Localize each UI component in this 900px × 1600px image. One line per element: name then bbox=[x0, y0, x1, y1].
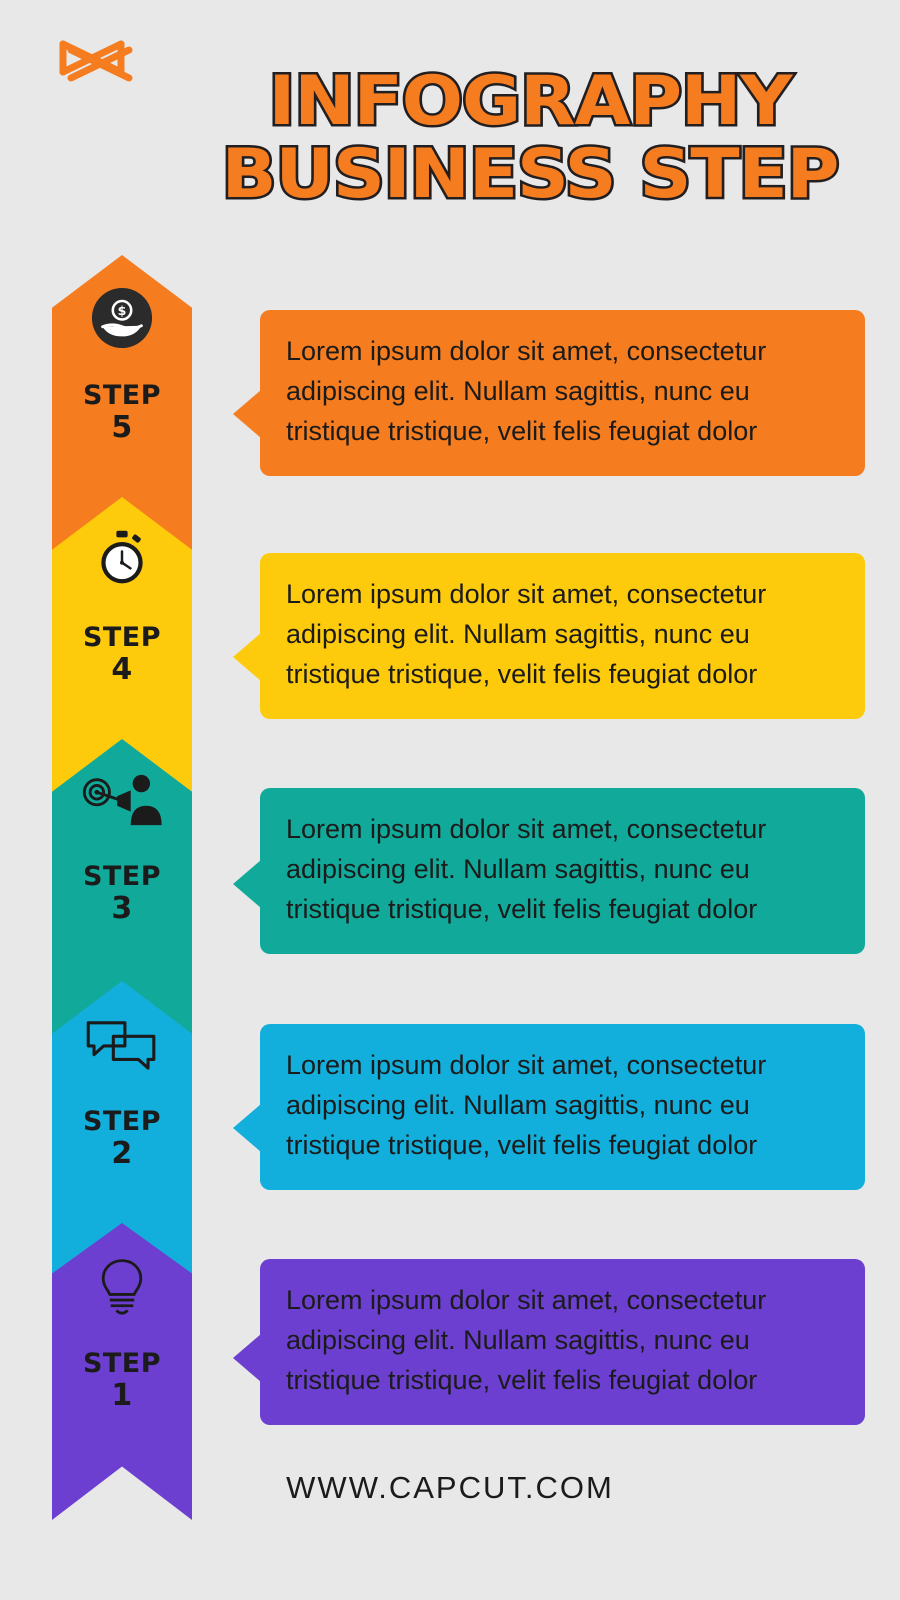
step-number-5: 5 bbox=[111, 410, 133, 446]
step-label-1 bbox=[52, 1348, 192, 1414]
page-title bbox=[180, 62, 880, 215]
step-label-4 bbox=[52, 622, 192, 688]
step-label-2 bbox=[52, 1106, 192, 1172]
step-word-1: STEP bbox=[82, 1348, 162, 1379]
title-line-1: INFOGRAPHY bbox=[268, 62, 792, 141]
step-word-3: STEP bbox=[82, 861, 162, 892]
chat-bubbles-icon bbox=[83, 1011, 161, 1077]
step-word-5: STEP bbox=[82, 380, 162, 411]
step-word-4: STEP bbox=[82, 622, 162, 653]
step-number-4: 4 bbox=[111, 652, 133, 688]
step-label-5 bbox=[52, 380, 192, 446]
step-callout-text-1: Lorem ipsum dolor sit amet, consectetur adipiscing elit. Nullam sagittis, nunc eu tristique tristique, velit felis feugiat dolor bbox=[286, 1285, 767, 1395]
footer-url: WWW.CAPCUT.COM bbox=[286, 1470, 614, 1505]
step-arrow-column bbox=[52, 255, 192, 1520]
step-number-2: 2 bbox=[111, 1136, 133, 1172]
step-word-2: STEP bbox=[82, 1106, 162, 1137]
step-callout-text-5: Lorem ipsum dolor sit amet, consectetur adipiscing elit. Nullam sagittis, nunc eu tristique tristique, velit felis feugiat dolor bbox=[286, 336, 767, 446]
callout-tail-1 bbox=[233, 1334, 261, 1382]
stopwatch-icon bbox=[89, 525, 155, 591]
step-callout-text-3: Lorem ipsum dolor sit amet, consectetur adipiscing elit. Nullam sagittis, nunc eu tristique tristique, velit felis feugiat dolor bbox=[286, 814, 767, 924]
step-callout-text-4: Lorem ipsum dolor sit amet, consectetur adipiscing elit. Nullam sagittis, nunc eu tristique tristique, velit felis feugiat dolor bbox=[286, 579, 767, 689]
callout-tail-4 bbox=[233, 633, 261, 681]
step-callout-text-2: Lorem ipsum dolor sit amet, consectetur adipiscing elit. Nullam sagittis, nunc eu tristique tristique, velit felis feugiat dolor bbox=[286, 1050, 767, 1160]
callout-tail-5 bbox=[233, 390, 261, 438]
callout-tail-2 bbox=[233, 1104, 261, 1152]
step-callout-1 bbox=[260, 1259, 865, 1425]
step-callout-4 bbox=[260, 553, 865, 719]
step-number-3: 3 bbox=[111, 891, 133, 927]
lightbulb-icon bbox=[89, 1253, 155, 1319]
step-callout-5 bbox=[260, 310, 865, 476]
svg-text:$: $ bbox=[117, 303, 127, 319]
target-megaphone-icon bbox=[79, 767, 165, 833]
title-line-2: BUSINESS STEP bbox=[221, 134, 839, 214]
hand-holding-money-icon bbox=[89, 285, 155, 351]
capcut-logo bbox=[55, 38, 137, 100]
step-callout-2 bbox=[260, 1024, 865, 1190]
step-label-3 bbox=[52, 861, 192, 927]
step-number-1: 1 bbox=[111, 1378, 133, 1414]
callout-tail-3 bbox=[233, 860, 261, 908]
step-callout-3 bbox=[260, 788, 865, 954]
